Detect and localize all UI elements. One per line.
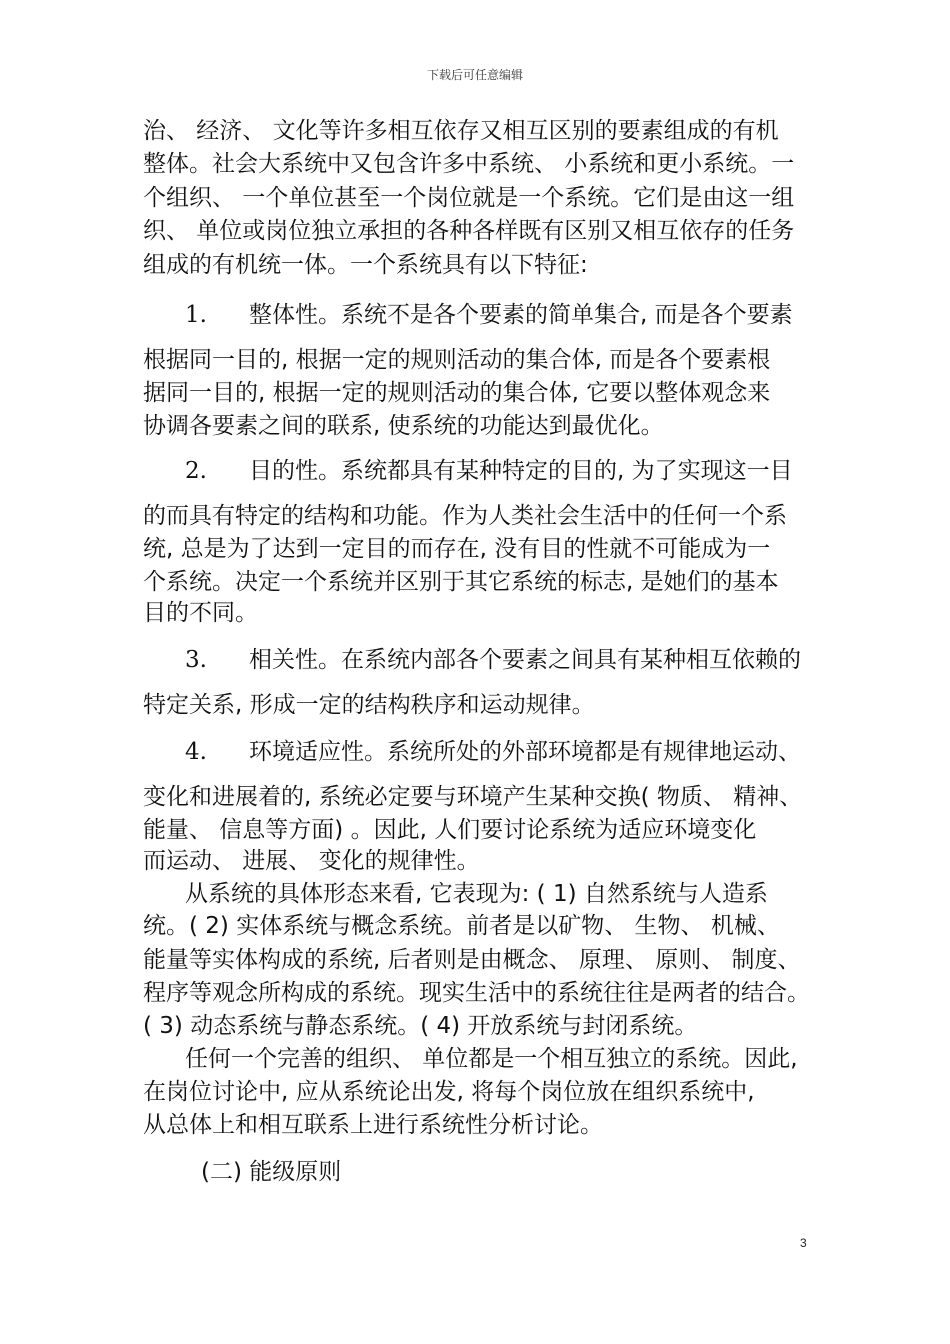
text-line: 整体性。系统不是各个要素的简单集合, 而是各个要素	[249, 302, 793, 328]
list-item-4	[185, 737, 801, 767]
page-number: 3	[800, 1236, 807, 1250]
text-line: 协调各要素之间的联系, 使系统的功能达到最优化。	[143, 413, 664, 439]
text-line: 能量、 信息等方面) 。因此, 人们要讨论系统为适应环境变化	[143, 817, 757, 843]
text-line: 程序等观念所构成的系统。现实生活中的系统往往是两者的结合。	[143, 980, 810, 1006]
text-line: 统, 总是为了达到一定目的而存在, 没有目的性就不可能成为一	[143, 536, 771, 562]
text-line: 环境适应性。系统所处的外部环境都是有规律地运动、	[249, 739, 801, 765]
text-line: 的而具有特定的结构和功能。作为人类社会生活中的任何一个系	[143, 503, 787, 529]
text-line: 能量等实体构成的系统, 后者则是由概念、 原理、 原则、 制度、	[143, 947, 801, 973]
text-line: 从总体上和相互联系上进行系统性分析讨论。	[143, 1112, 603, 1138]
text-line: 整体。社会大系统中又包含许多中系统、 小系统和更小系统。一	[143, 151, 795, 177]
text-line: 据同一目的, 根据一定的规则活动的集合体, 它要以整体观念来	[143, 380, 771, 406]
text-line: 在岗位讨论中, 应从系统论出发, 将每个岗位放在组织系统中,	[143, 1079, 755, 1105]
text-line: 组成的有机统一体。一个系统具有以下特征:	[143, 252, 588, 278]
section-heading: (二) 能级原则	[201, 1159, 342, 1185]
list-item-2	[185, 456, 793, 486]
text-line: 目的性。系统都具有某种特定的目的, 为了实现这一目	[249, 458, 793, 484]
list-item-3	[185, 645, 801, 675]
text-line: 治、 经济、 文化等许多相互依存又相互区别的要素组成的有机	[143, 118, 779, 144]
text-line: 而运动、 进展、 变化的规律性。	[143, 848, 480, 874]
text-line: 织、 单位或岗位独立承担的各种各样既有区别又相互依存的任务	[143, 218, 795, 244]
item-number: 4.	[185, 739, 207, 765]
item-number: 1.	[185, 302, 207, 328]
text-line: 相关性。在系统内部各个要素之间具有某种相互依赖的	[249, 647, 801, 673]
text-line: ( 3) 动态系统与静态系统。( 4) 开放系统与封闭系统。	[143, 1013, 698, 1039]
text-line: 任何一个完善的组织、 单位都是一个相互独立的系统。因此,	[185, 1046, 798, 1072]
text-line: 根据同一目的, 根据一定的规则活动的集合体, 而是各个要素根	[143, 347, 771, 373]
item-number: 3.	[185, 647, 207, 673]
text-line: 统。( 2) 实体系统与概念系统。前者是以矿物、 生物、 机械、	[143, 913, 780, 939]
text-line: 变化和进展着的, 系统必定要与环境产生某种交换( 物质、 精神、	[143, 784, 803, 810]
text-line: 个系统。决定一个系统并区别于其它系统的标志, 是她们的基本	[143, 569, 779, 595]
text-line: 目的不同。	[143, 600, 258, 626]
text-line: 从系统的具体形态来看, 它表现为: ( 1) 自然系统与人造系	[185, 881, 768, 907]
item-number: 2.	[185, 458, 207, 484]
page-header: 下载后可任意编辑	[426, 68, 523, 82]
list-item-1	[185, 300, 793, 330]
text-line: 个组织、 一个单位甚至一个岗位就是一个系统。它们是由这一组	[143, 185, 795, 211]
text-line: 特定关系, 形成一定的结构秩序和运动规律。	[143, 692, 595, 718]
